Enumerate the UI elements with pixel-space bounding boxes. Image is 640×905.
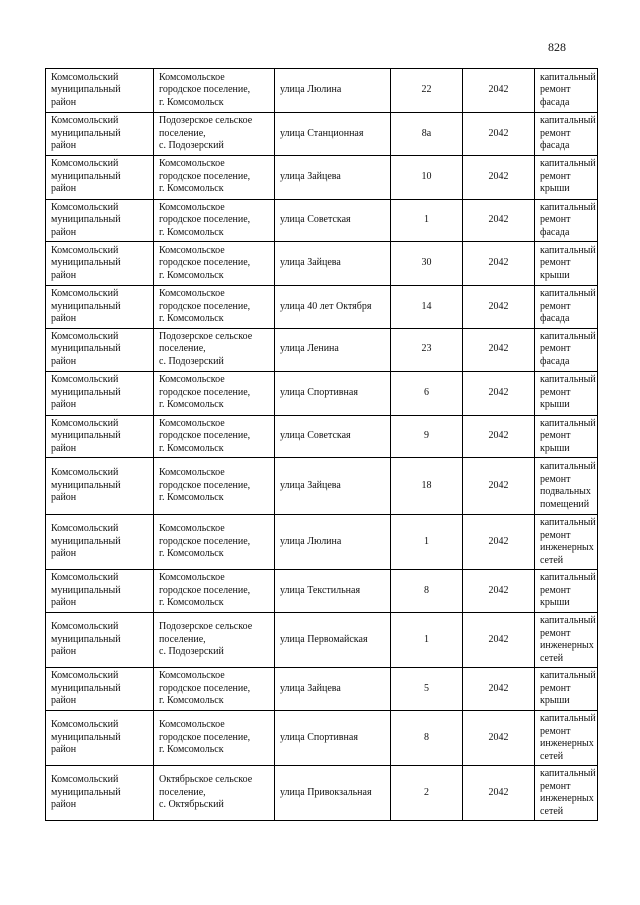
year-cell: 2042 xyxy=(463,199,535,242)
table-row xyxy=(46,613,598,668)
house-number-cell: 1 xyxy=(391,199,463,242)
work-type-cell: капитальный ремонт крыши xyxy=(535,242,598,286)
settlement-cell: Комсомольское городское поселение, г. Комсомольск xyxy=(154,570,275,613)
house-number-cell: 5 xyxy=(391,668,463,711)
table-row xyxy=(46,155,598,199)
table-row xyxy=(46,415,598,458)
street-cell: улица Зайцева xyxy=(275,155,391,199)
house-number-cell: 8 xyxy=(391,570,463,613)
house-number-cell: 6 xyxy=(391,371,463,415)
house-number-cell: 8 xyxy=(391,711,463,766)
work-type-cell: капитальный ремонт крыши xyxy=(535,155,598,199)
table-row xyxy=(46,199,598,242)
year-cell: 2042 xyxy=(463,113,535,156)
table-row xyxy=(46,711,598,766)
work-type-cell: капитальный ремонт крыши xyxy=(535,570,598,613)
street-cell: улица Зайцева xyxy=(275,242,391,286)
street-cell: улица Зайцева xyxy=(275,668,391,711)
year-cell: 2042 xyxy=(463,613,535,668)
year-cell: 2042 xyxy=(463,570,535,613)
house-number-cell: 2 xyxy=(391,766,463,821)
district-cell: Комсомольский муниципальный район xyxy=(46,415,154,458)
house-number-cell: 8а xyxy=(391,113,463,156)
street-cell: улица Зайцева xyxy=(275,458,391,515)
registry-body xyxy=(46,69,598,821)
year-cell: 2042 xyxy=(463,668,535,711)
table-row xyxy=(46,69,598,113)
work-type-cell: капитальный ремонт фасада xyxy=(535,199,598,242)
district-cell: Комсомольский муниципальный район xyxy=(46,371,154,415)
year-cell: 2042 xyxy=(463,371,535,415)
work-type-cell: капитальный ремонт инженерных сетей xyxy=(535,711,598,766)
street-cell: улица Привокзальная xyxy=(275,766,391,821)
table-row xyxy=(46,668,598,711)
settlement-cell: Комсомольское городское поселение, г. Комсомольск xyxy=(154,668,275,711)
table-row xyxy=(46,113,598,156)
house-number-cell: 18 xyxy=(391,458,463,515)
street-cell: улица Станционная xyxy=(275,113,391,156)
settlement-cell: Подозерское сельское поселение, с. Подозерский xyxy=(154,113,275,156)
district-cell: Комсомольский муниципальный район xyxy=(46,766,154,821)
settlement-cell: Комсомольское городское поселение, г. Комсомольск xyxy=(154,286,275,329)
year-cell: 2042 xyxy=(463,155,535,199)
street-cell: улица Советская xyxy=(275,199,391,242)
work-type-cell: капитальный ремонт фасада xyxy=(535,113,598,156)
house-number-cell: 14 xyxy=(391,286,463,329)
work-type-cell: капитальный ремонт фасада xyxy=(535,69,598,113)
street-cell: улица Ленина xyxy=(275,328,391,371)
table-row xyxy=(46,242,598,286)
settlement-cell: Подозерское сельское поселение, с. Подозерский xyxy=(154,328,275,371)
street-cell: улица Первомайская xyxy=(275,613,391,668)
house-number-cell: 10 xyxy=(391,155,463,199)
table-row xyxy=(46,328,598,371)
work-type-cell: капитальный ремонт фасада xyxy=(535,286,598,329)
street-cell: улица Люлина xyxy=(275,69,391,113)
street-cell: улица Люлина xyxy=(275,515,391,570)
house-number-cell: 1 xyxy=(391,515,463,570)
year-cell: 2042 xyxy=(463,242,535,286)
year-cell: 2042 xyxy=(463,328,535,371)
district-cell: Комсомольский муниципальный район xyxy=(46,199,154,242)
district-cell: Комсомольский муниципальный район xyxy=(46,328,154,371)
year-cell: 2042 xyxy=(463,286,535,329)
year-cell: 2042 xyxy=(463,515,535,570)
district-cell: Комсомольский муниципальный район xyxy=(46,668,154,711)
street-cell: улица Спортивная xyxy=(275,371,391,415)
house-number-cell: 23 xyxy=(391,328,463,371)
table-row xyxy=(46,286,598,329)
district-cell: Комсомольский муниципальный район xyxy=(46,286,154,329)
work-type-cell: капитальный ремонт крыши xyxy=(535,415,598,458)
settlement-cell: Комсомольское городское поселение, г. Комсомольск xyxy=(154,155,275,199)
district-cell: Комсомольский муниципальный район xyxy=(46,515,154,570)
settlement-cell: Подозерское сельское поселение, с. Подозерский xyxy=(154,613,275,668)
year-cell: 2042 xyxy=(463,69,535,113)
work-type-cell: капитальный ремонт фасада xyxy=(535,328,598,371)
house-number-cell: 30 xyxy=(391,242,463,286)
street-cell: улица Спортивная xyxy=(275,711,391,766)
year-cell: 2042 xyxy=(463,415,535,458)
table-row xyxy=(46,371,598,415)
work-type-cell: капитальный ремонт инженерных сетей xyxy=(535,515,598,570)
settlement-cell: Комсомольское городское поселение, г. Комсомольск xyxy=(154,242,275,286)
house-number-cell: 9 xyxy=(391,415,463,458)
district-cell: Комсомольский муниципальный район xyxy=(46,155,154,199)
settlement-cell: Комсомольское городское поселение, г. Комсомольск xyxy=(154,458,275,515)
house-number-cell: 1 xyxy=(391,613,463,668)
work-type-cell: капитальный ремонт инженерных сетей xyxy=(535,766,598,821)
settlement-cell: Комсомольское городское поселение, г. Комсомольск xyxy=(154,711,275,766)
repair-registry-table xyxy=(45,68,598,821)
district-cell: Комсомольский муниципальный район xyxy=(46,458,154,515)
table-row xyxy=(46,515,598,570)
year-cell: 2042 xyxy=(463,766,535,821)
street-cell: улица Советская xyxy=(275,415,391,458)
page-number: 828 xyxy=(548,40,566,54)
settlement-cell: Комсомольское городское поселение, г. Комсомольск xyxy=(154,515,275,570)
settlement-cell: Комсомольское городское поселение, г. Комсомольск xyxy=(154,415,275,458)
settlement-cell: Октябрьское сельское поселение, с. Октябрьский xyxy=(154,766,275,821)
table-row xyxy=(46,570,598,613)
year-cell: 2042 xyxy=(463,711,535,766)
work-type-cell: капитальный ремонт крыши xyxy=(535,668,598,711)
table-row xyxy=(46,458,598,515)
street-cell: улица 40 лет Октября xyxy=(275,286,391,329)
district-cell: Комсомольский муниципальный район xyxy=(46,570,154,613)
settlement-cell: Комсомольское городское поселение, г. Комсомольск xyxy=(154,199,275,242)
table-row xyxy=(46,766,598,821)
settlement-cell: Комсомольское городское поселение, г. Комсомольск xyxy=(154,371,275,415)
street-cell: улица Текстильная xyxy=(275,570,391,613)
work-type-cell: капитальный ремонт крыши xyxy=(535,371,598,415)
house-number-cell: 22 xyxy=(391,69,463,113)
work-type-cell: капитальный ремонт инженерных сетей xyxy=(535,613,598,668)
district-cell: Комсомольский муниципальный район xyxy=(46,613,154,668)
district-cell: Комсомольский муниципальный район xyxy=(46,711,154,766)
settlement-cell: Комсомольское городское поселение, г. Комсомольск xyxy=(154,69,275,113)
year-cell: 2042 xyxy=(463,458,535,515)
work-type-cell: капитальный ремонт подвальных помещений xyxy=(535,458,598,515)
district-cell: Комсомольский муниципальный район xyxy=(46,69,154,113)
district-cell: Комсомольский муниципальный район xyxy=(46,242,154,286)
district-cell: Комсомольский муниципальный район xyxy=(46,113,154,156)
